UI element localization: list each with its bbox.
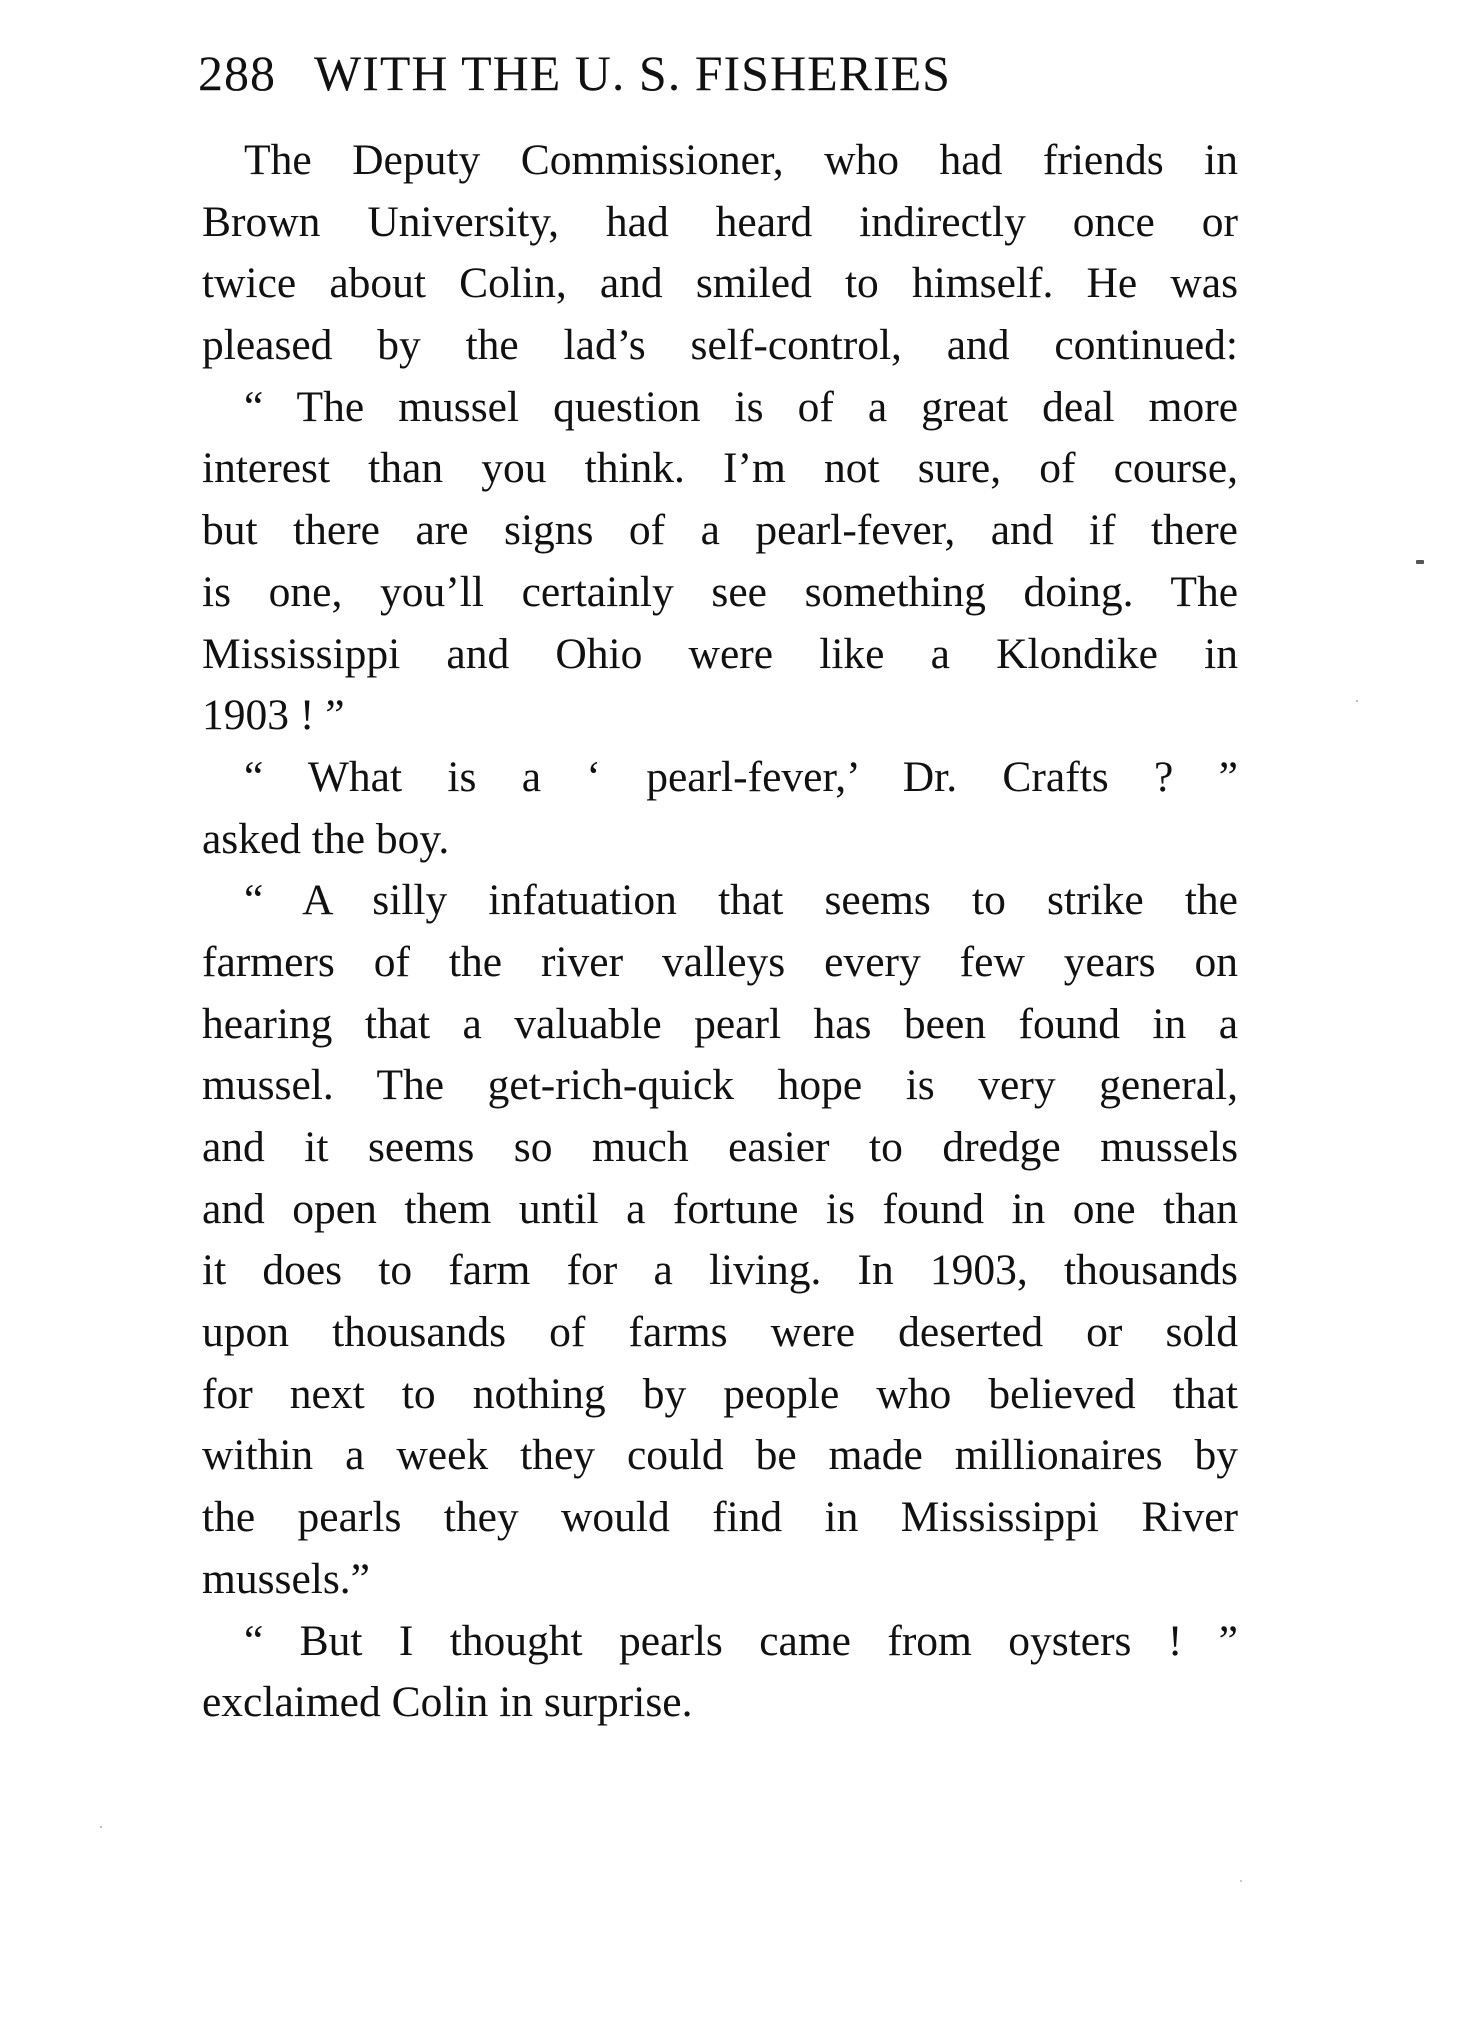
scan-speck [1356, 700, 1358, 702]
paragraph [202, 130, 1238, 377]
scan-speck [100, 1826, 102, 1828]
text-line: Brown University, had heard indirectly once or [202, 197, 1238, 246]
text-line: for next to nothing by people who believed that [202, 1369, 1238, 1418]
text-line: and open them until a fortune is found in one than [202, 1184, 1238, 1233]
text-line: the pearls they would find in Mississippi River [202, 1493, 1238, 1542]
scan-speck [1416, 560, 1424, 564]
text-line: within a week they could be made millionaires by [202, 1431, 1238, 1480]
body-text [202, 130, 1238, 1734]
text-line: Mississippi and Ohio were like a Klondike in [202, 629, 1238, 678]
paragraph [202, 1611, 1238, 1734]
text-line: upon thousands of farms were deserted or sold [202, 1308, 1238, 1357]
page-number: 288 [198, 45, 276, 101]
text-line: “ What is a ‘ pearl-fever,’ Dr. Crafts ? ” [244, 752, 1238, 801]
text-line: it does to farm for a living. In 1903, thousands [202, 1246, 1238, 1295]
text-line: “ The mussel question is of a great deal more [244, 382, 1238, 431]
text-line: is one, you’ll certainly see something doing. The [202, 567, 1238, 616]
running-title: WITH THE U. S. FISHERIES [314, 45, 951, 101]
text-line: pleased by the lad’s self-control, and continued: [202, 321, 1238, 370]
running-header [198, 38, 1248, 108]
text-line: twice about Colin, and smiled to himself. He was [202, 259, 1238, 308]
paragraph [202, 377, 1238, 747]
text-line: but there are signs of a pearl-fever, and if there [202, 506, 1238, 555]
text-line: exclaimed Colin in surprise. [202, 1678, 693, 1727]
text-line: “ A silly infatuation that seems to strike the [244, 876, 1238, 925]
text-line: interest than you think. I’m not sure, of course, [202, 444, 1238, 493]
text-line: 1903 ! ” [202, 691, 345, 740]
text-line: hearing that a valuable pearl has been found in a [202, 999, 1238, 1048]
text-line: mussel. The get-rich-quick hope is very general, [202, 1061, 1238, 1110]
text-line: and it seems so much easier to dredge mussels [202, 1123, 1238, 1171]
paragraph [202, 870, 1238, 1610]
text-line: asked the boy. [202, 814, 450, 863]
paragraph [202, 747, 1238, 870]
text-line: The Deputy Commissioner, who had friends in [244, 136, 1238, 184]
scan-speck [1240, 1880, 1242, 1882]
text-line: “ But I thought pearls came from oysters ! ” [244, 1616, 1238, 1665]
text-line: mussels.” [202, 1554, 370, 1603]
text-line: farmers of the river valleys every few years on [202, 937, 1238, 986]
